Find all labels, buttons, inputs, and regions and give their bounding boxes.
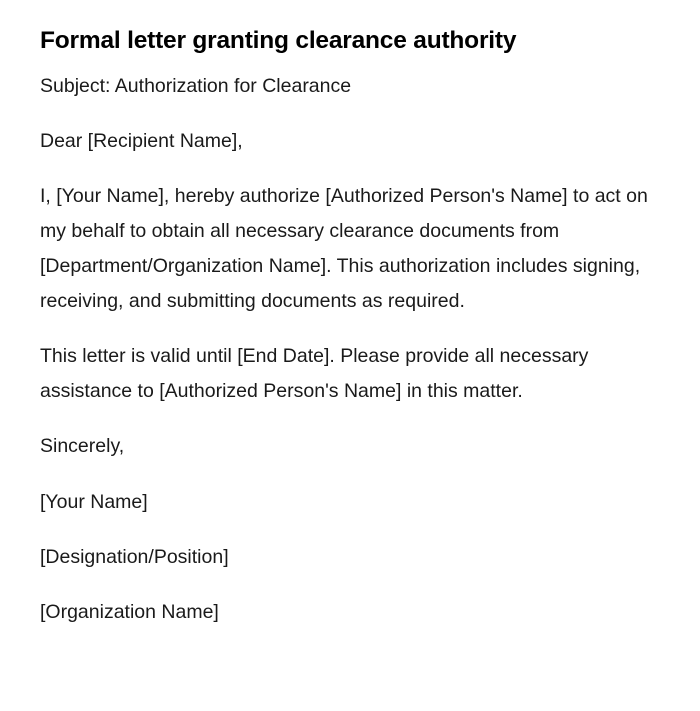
letter-salutation: Dear [Recipient Name], — [40, 130, 243, 152]
letter-closing: Sincerely, — [40, 435, 125, 457]
letter-body-paragraph-2: This letter is valid until [End Date]. Please provide all necessary assistance to [Authorized Person's Name] in this matter. — [40, 345, 589, 402]
letter-subject: Subject: Authorization for Clearance — [40, 75, 352, 97]
signature-organization: [Organization Name] — [40, 601, 219, 623]
letter-body-paragraph-1: I, [Your Name], hereby authorize [Authorized Person's Name] to act on my behalf to obtain all necessary clearance documents from [Department/Organization Name]. This authorization includes signing, receiving, and submitting documents as required. — [40, 185, 648, 312]
signature-designation: [Designation/Position] — [40, 546, 229, 568]
document-title: Formal letter granting clearance authority — [40, 27, 517, 54]
signature-name: [Your Name] — [40, 491, 148, 513]
